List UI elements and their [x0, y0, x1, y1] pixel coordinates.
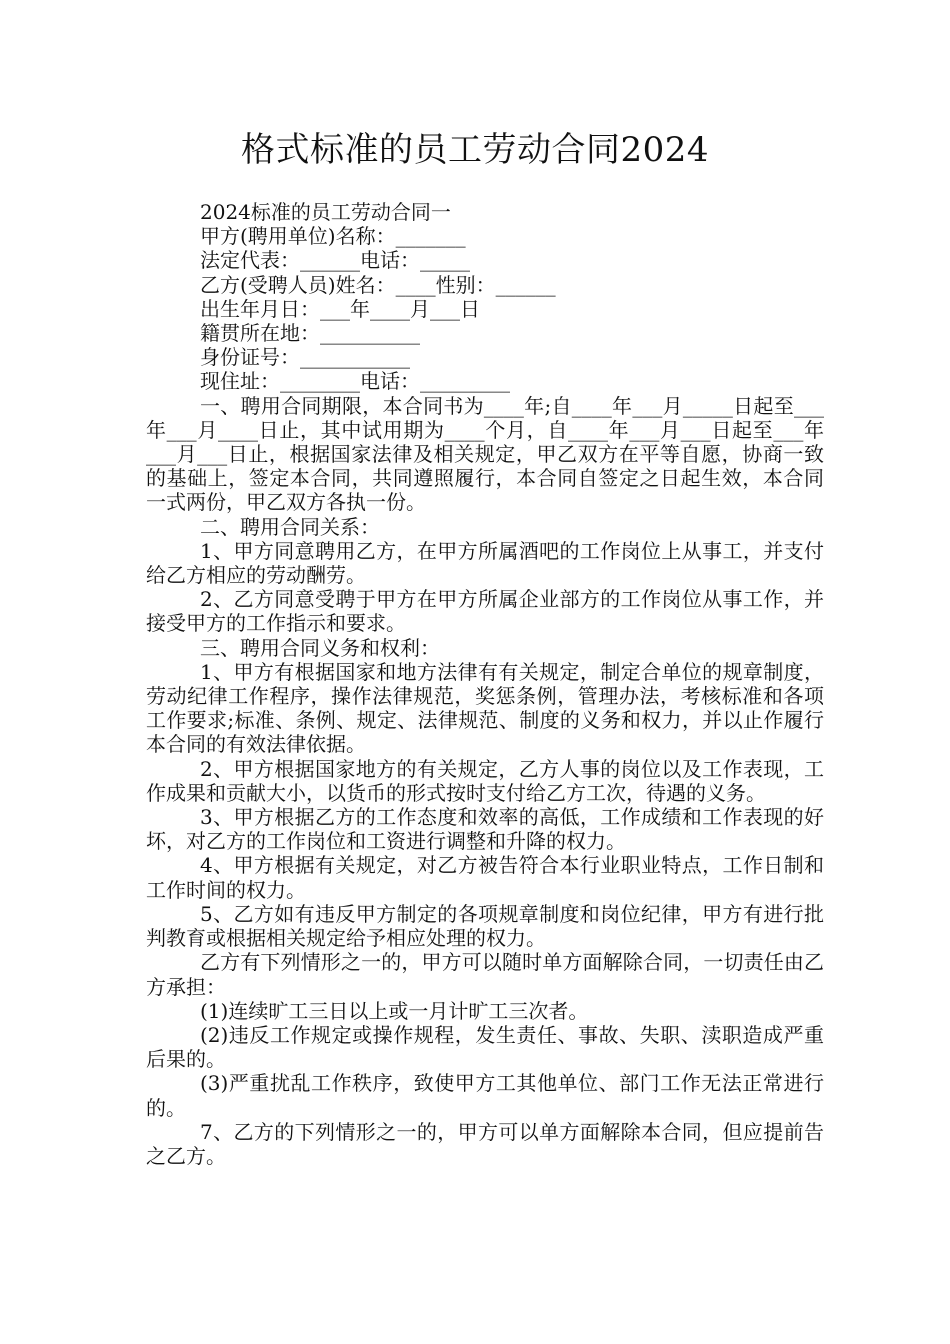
- relationship-item-1: 1、甲方同意聘用乙方，在甲方所属酒吧的工作岗位上从事工，并支付给乙方相应的劳动酬劳。: [146, 538, 824, 588]
- relationship-item-2: 2、乙方同意受聘于甲方在甲方所属企业部方的工作岗位从事工作，并接受甲方的工作指示和要求。: [146, 587, 824, 636]
- employee-name-field: 乙方(受聘人员)姓名：____性别：______: [200, 272, 556, 297]
- birth-date-field: 出生年月日：___年____月___日: [200, 296, 480, 321]
- clause-term-paragraph: 一、聘用合同期限，本合同书为____年;自____年___月_____日起至___年___月____日止，其中试用期为____个月，自____年___月___日起至___年___月___日止，根据国家法律及相关规定，甲乙双方在平等自愿，协商一致的基础上，签定本合同，共同遵照履行，本合同自签定之日起生效，本合同一式两份，甲乙双方各执一份。: [146, 393, 824, 515]
- obligation-item-2: 2、甲方根据国家地方的有关规定，乙方人事的岗位以及工作表现，工作成果和贡献大小，以货币的形式按时支付给乙方工次，待遇的义务。: [146, 756, 824, 805]
- termination-case-3: (3)严重扰乱工作秩序，致使甲方工其他单位、部门工作无法正常进行的。: [146, 1071, 824, 1120]
- address-field: 现住址：________电话：_________: [200, 369, 510, 394]
- page-title: 格式标准的员工劳动合同2024: [240, 130, 710, 170]
- obligation-item-7: 7、乙方的下列情形之一的，甲方可以单方面解除本合同，但应提前告之乙方。: [146, 1119, 824, 1168]
- native-place-field: 籍贯所在地：__________: [200, 321, 420, 346]
- termination-intro: 乙方有下列情形之一的，甲方可以随时单方面解除合同，一切责任由乙方承担：: [146, 950, 824, 999]
- obligation-item-3: 3、甲方根据乙方的工作态度和效率的高低，工作成绩和工作表现的好坏，对乙方的工作岗位和工资进行调整和升降的权力。: [146, 805, 824, 854]
- contract-subtitle: 2024标准的员工劳动合同一: [200, 200, 451, 224]
- obligation-item-4: 4、甲方根据有关规定，对乙方被告符合本行业职业特点，工作日制和工作时间的权力。: [146, 853, 824, 902]
- termination-case-1: (1)连续旷工三日以上或一月计旷工三次者。: [200, 998, 589, 1023]
- legal-representative-field: 法定代表：______电话：_____: [200, 248, 470, 273]
- id-number-field: 身份证号：___________: [200, 345, 410, 370]
- section-heading-obligations: 三、聘用合同义务和权利：: [200, 635, 440, 660]
- section-heading-relationship: 二、聘用合同关系：: [200, 514, 380, 539]
- termination-case-2: (2)违反工作规定或操作规程，发生责任、事故、失职、渎职造成严重后果的。: [146, 1022, 824, 1072]
- obligation-item-1: 1、甲方有根据国家和地方法律有有关规定，制定合单位的规章制度，劳动纪律工作程序，操作法律规范，奖惩条例，管理办法，考核标准和各项工作要求;标准、条例、规定、法律规范、制度的义务和权力，并以止作履行本合同的有效法律依据。: [146, 659, 824, 757]
- contract-body: [146, 200, 824, 1168]
- obligation-item-5: 5、乙方如有违反甲方制定的各项规章制度和岗位纪律，甲方有进行批判教育或根据相关规定给予相应处理的权力。: [146, 901, 824, 951]
- employer-name-field: 甲方(聘用单位)名称：_______: [200, 224, 466, 249]
